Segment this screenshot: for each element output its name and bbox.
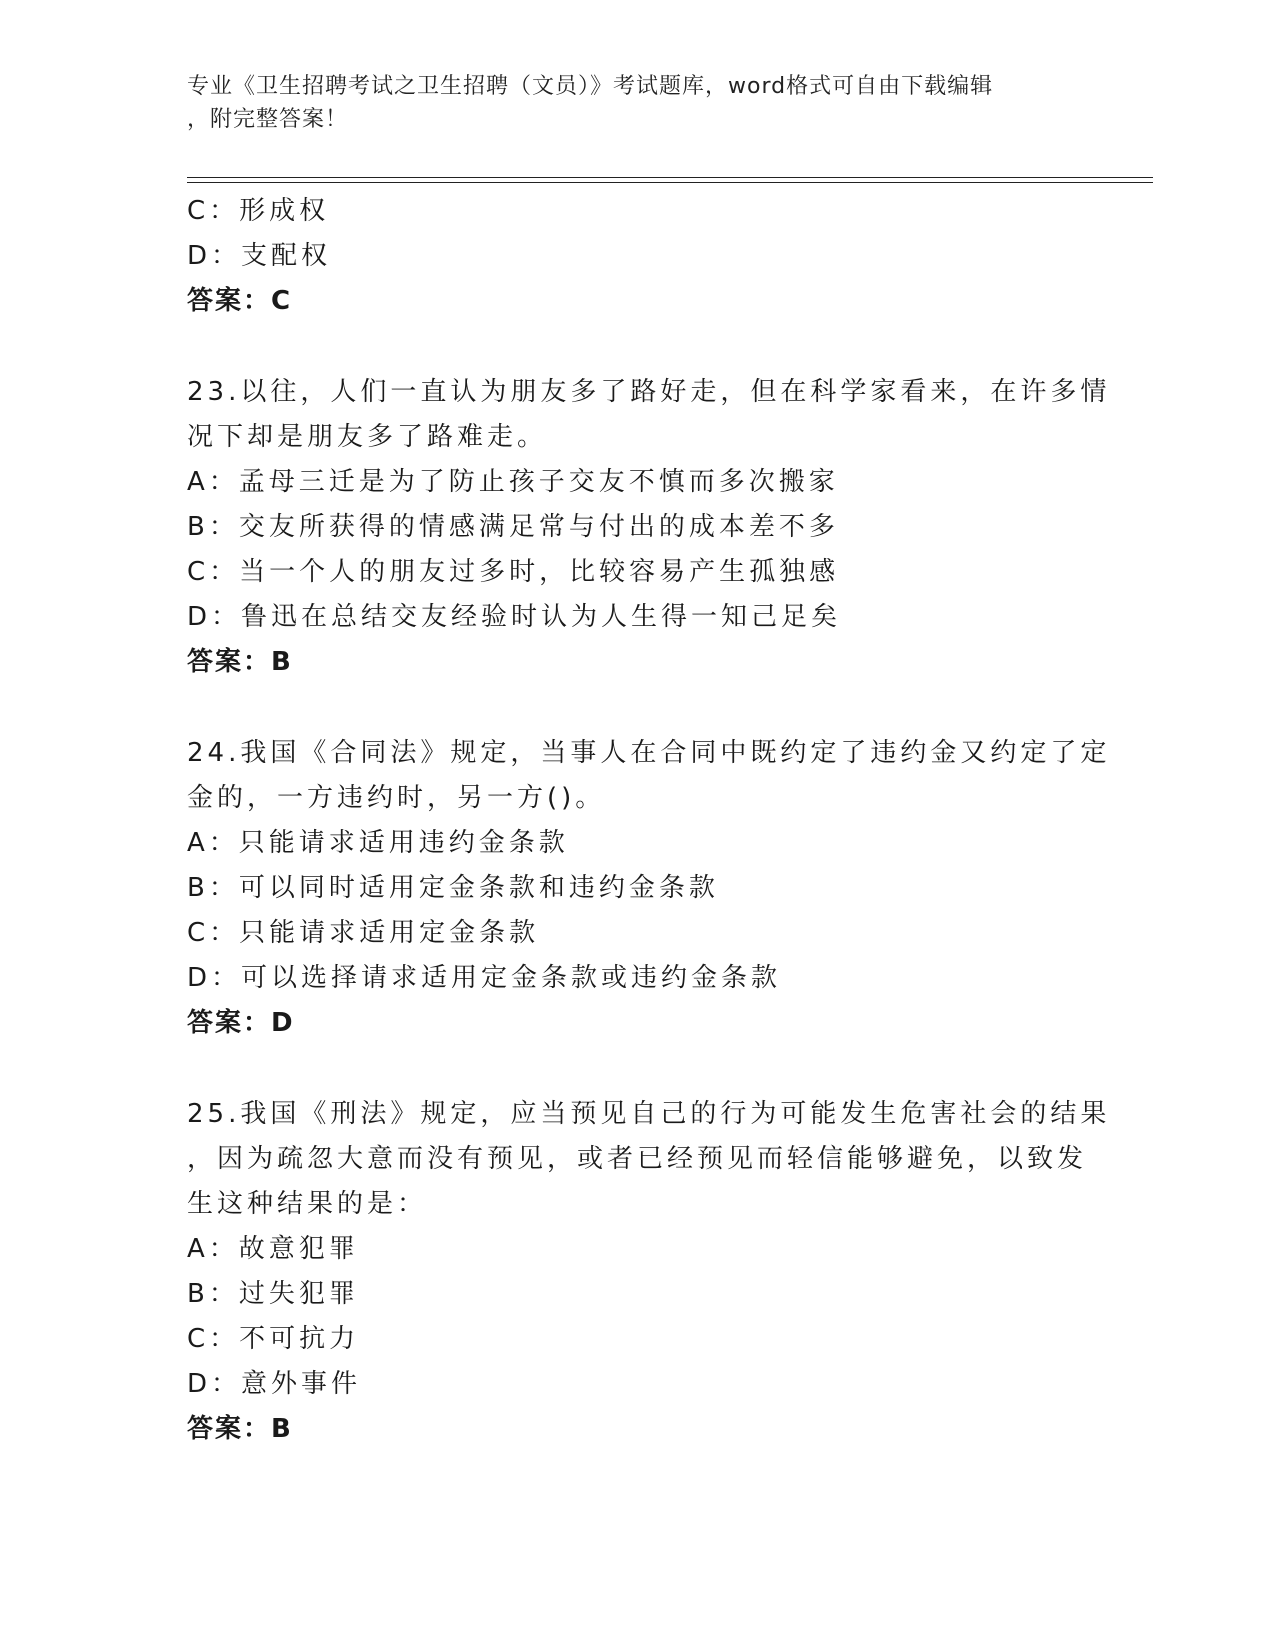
question-stem-line: 况下却是朋友多了路难走。	[187, 422, 548, 452]
spacer	[187, 685, 1087, 731]
question-stem-line: 25.我国《刑法》规定，应当预见自己的行为可能发生危害社会的结果	[187, 1099, 1111, 1129]
question-stem-line: ，因为疏忽大意而没有预见，或者已经预见而轻信能够避免，以致发	[187, 1144, 1088, 1174]
question-stem-line: 金的，一方违约时，另一方()。	[187, 783, 606, 813]
answer-line: 答案：B	[187, 1414, 293, 1444]
option-c: C：当一个人的朋友过多时，比较容易产生孤独感	[187, 557, 840, 587]
question-block-25	[187, 1092, 1111, 1452]
question-stem-line: 生这种结果的是：	[187, 1189, 428, 1219]
option-a: A：孟母三迁是为了防止孩子交友不慎而多次搬家	[187, 467, 839, 497]
previous-question-block	[187, 189, 1087, 324]
option-d: D：意外事件	[187, 1369, 362, 1399]
question-block-24	[187, 731, 1111, 1046]
option-c: C：不可抗力	[187, 1324, 360, 1354]
option-c: C：只能请求适用定金条款	[187, 918, 540, 948]
answer-line: 答案：D	[187, 1008, 295, 1038]
option-d: D：支配权	[187, 241, 332, 271]
document-header	[187, 70, 1087, 136]
option-d: D：可以选择请求适用定金条款或违约金条款	[187, 963, 782, 993]
question-stem-line: 23.以往，人们一直认为朋友多了路好走，但在科学家看来，在许多情	[187, 377, 1111, 407]
option-d: D：鲁迅在总结交友经验时认为人生得一知己足矣	[187, 602, 842, 632]
option-a: A：只能请求适用违约金条款	[187, 828, 569, 858]
header-title-line-continued: ，附完整答案！	[187, 107, 349, 132]
header-divider-top	[187, 177, 1153, 178]
option-b: B：交友所获得的情感满足常与付出的成本差不多	[187, 512, 839, 542]
option-b: B：可以同时适用定金条款和违约金条款	[187, 873, 719, 903]
question-block-23	[187, 370, 1111, 685]
header-title-line: 专业《卫生招聘考试之卫生招聘（文员）》考试题库，word格式可自由下载编辑	[187, 74, 994, 99]
spacer	[187, 324, 1087, 370]
spacer	[187, 1046, 1087, 1092]
question-content	[187, 189, 1111, 1452]
question-stem-line: 24.我国《合同法》规定，当事人在合同中既约定了违约金又约定了定	[187, 738, 1111, 768]
option-c: C：形成权	[187, 196, 330, 226]
answer-line: 答案：C	[187, 286, 293, 316]
option-b: B：过失犯罪	[187, 1279, 359, 1309]
header-divider-bottom	[187, 182, 1153, 183]
answer-line: 答案：B	[187, 647, 293, 677]
option-a: A：故意犯罪	[187, 1234, 359, 1264]
